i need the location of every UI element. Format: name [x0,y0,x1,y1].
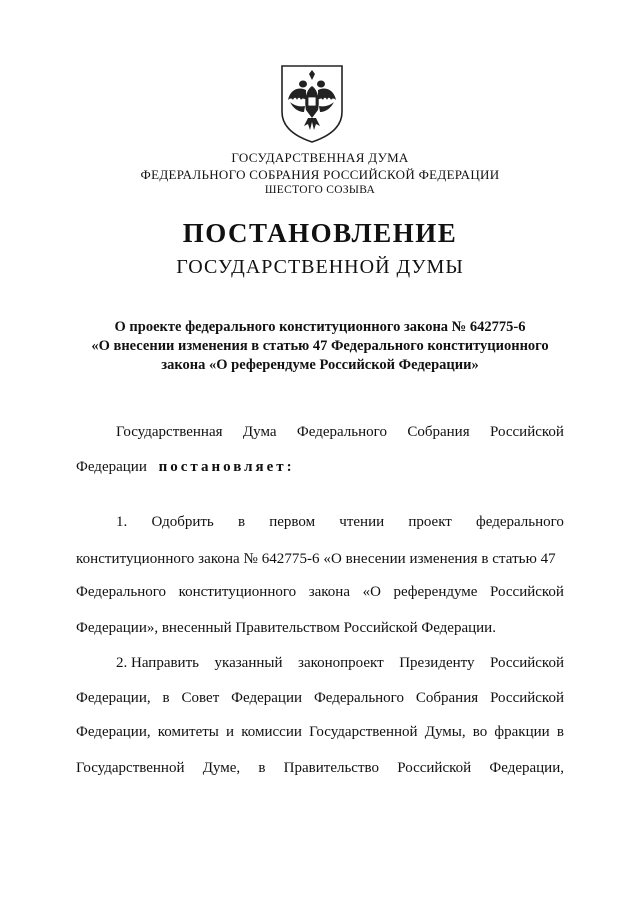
word: Одобрить [151,514,214,530]
preamble-verb: постановляет: [158,459,295,475]
word: комитеты [157,724,219,740]
word: первом [269,514,316,530]
word: фракции [494,724,550,740]
word: Совет [181,690,220,706]
word: федерального [476,514,564,530]
word: Федерации, [76,690,151,706]
word: закона [308,584,350,600]
preamble-text: Федерации [76,459,147,475]
item1-line-2: конституционного закона № 642775-6 «О внесении изменения в статью 47 [76,551,556,567]
subject-line-3: закона «О референдуме Российской Федерации» [161,357,479,373]
word: Собрания [407,424,470,440]
item2-line-4 [76,760,564,777]
coat-of-arms-emblem [276,60,348,146]
word: Федерации [231,690,303,706]
word: референдуме [393,584,478,600]
word: комиссии [241,724,302,740]
word: Федерального [313,690,404,706]
item2-line-3 [76,724,564,741]
item1-line-1 [116,514,564,531]
word: законопроект [298,655,384,671]
preamble-line-1 [116,424,564,441]
word: Федерального [76,584,167,600]
item2-line-2 [76,690,564,707]
preamble-line-2 [76,459,564,476]
word: Российской [490,655,564,671]
word: во [472,724,488,740]
header-line-1: ГОСУДАРСТВЕННАЯ ДУМА [231,150,409,165]
header-line-2: ФЕДЕРАЛЬНОГО СОБРАНИЯ РОССИЙСКОЙ ФЕДЕРАЦИИ [140,167,500,182]
word: в [162,690,170,706]
item1-line-3 [76,584,564,601]
item1-line-4: Федерации», внесенный Правительством Российской Федерации. [76,620,496,636]
word: «О [362,584,381,600]
word: 2. Направить [116,655,199,671]
word: в [556,724,564,740]
word: Федерации, [489,760,564,776]
word: Российской [490,690,564,706]
word: Российской [397,760,472,776]
word: Государственной [76,760,185,776]
word: Государственная [116,424,223,440]
header-line-3: ШЕСТОГО СОЗЫВА [264,184,376,196]
word: Думе, [202,760,241,776]
word: Государственной [309,724,418,740]
word: конституционного [178,584,297,600]
document-subtitle: ГОСУДАРСТВЕННОЙ ДУМЫ [176,256,464,278]
word: Федерации, [76,724,151,740]
word: Федерального [296,424,387,440]
word: Российской [490,584,564,600]
word: Думы, [424,724,466,740]
word: и [226,724,235,740]
word: в [258,760,266,776]
subject-line-1: О проекте федерального конституционного закона № 642775-6 [114,319,526,335]
word: проект [408,514,452,530]
word: 1. [116,514,128,530]
item2-line-1 [116,655,564,672]
document-title: ПОСТАНОВЛЕНИЕ [182,218,458,248]
word: чтении [339,514,385,530]
word: Президенту [399,655,475,671]
word: Собрания [415,690,479,706]
word: Российской [490,424,564,440]
word: в [237,514,246,530]
document-subject [60,318,580,375]
subject-line-2: «О внесении изменения в статью 47 Федерального конституционного [91,338,549,354]
word: Правительство [283,760,380,776]
word: указанный [214,655,283,671]
word: Дума [242,424,277,440]
